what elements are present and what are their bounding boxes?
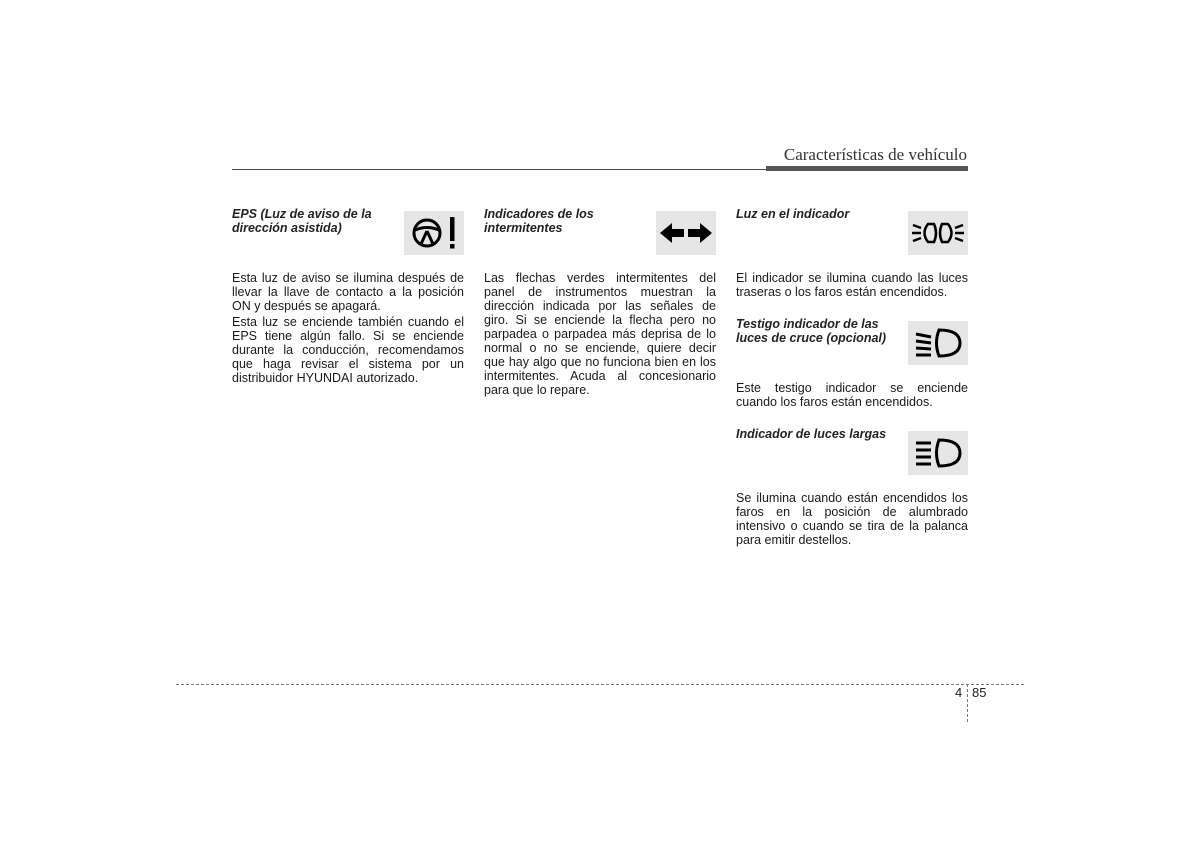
section-header — [736, 207, 968, 253]
section-title: Indicador de luces largas — [736, 427, 887, 441]
section-tail-lamp — [736, 207, 968, 299]
section-header — [736, 317, 968, 363]
paragraph: El indicador se ilumina cuando las luces traseras o los faros están encendidos. — [736, 271, 968, 299]
column-eps — [232, 206, 464, 385]
steering-warning-icon — [404, 211, 464, 255]
section-title: EPS (Luz de aviso de la dirección asistida) — [232, 207, 372, 235]
turn-signal-arrows-icon — [656, 211, 716, 255]
paragraph: Esta luz de aviso se ilumina después de llevar la llave de contacto a la posición ON y después se apagará. — [232, 271, 464, 313]
section-header — [484, 207, 716, 253]
section-low-beam — [736, 317, 968, 409]
header-title: Características de vehículo — [783, 145, 967, 164]
low-beam-icon — [908, 321, 968, 365]
section-header — [232, 207, 464, 253]
footer-dashed-rule — [176, 684, 1024, 685]
paragraph: Se ilumina cuando están encendidos los faros en la posición de alumbrado intensivo o cuando se tira de la palanca para emitir destellos. — [736, 491, 968, 547]
paragraph: Las flechas verdes intermitentes del panel de instrumentos muestran la dirección indicada por las señales de giro. Si se enciende la flecha pero no parpadea o parpadea más deprisa de lo normal o no se enciende, quiere decir que hay algo que no funciona bien en los intermitentes. Acuda al concesionario para que lo repare. — [484, 271, 716, 397]
chapter-number: 4 — [955, 685, 963, 700]
section-title: Testigo indicador de las luces de cruce (opcional) — [736, 317, 887, 345]
section-title: Luz en el indicador — [736, 207, 850, 221]
section-high-beam — [736, 427, 968, 547]
footer-vertical-rule — [967, 684, 968, 722]
header-accent-bar — [766, 166, 968, 171]
paragraph: Esta luz se enciende también cuando el EPS tiene algún fallo. Si se enciende durante la conducción, recomendamos que haga revisar el sistema por un distribuidor HYUNDAI autorizado. — [232, 315, 464, 385]
section-title: Indicadores de los intermitentes — [484, 207, 594, 235]
section-eps — [232, 207, 464, 385]
section-turn-signals — [484, 207, 716, 397]
column-lights — [736, 206, 968, 547]
column-turn-signals — [484, 206, 716, 397]
page-number: 85 — [972, 685, 987, 700]
paragraph: Este testigo indicador se enciende cuando los faros están encendidos. — [736, 381, 968, 409]
high-beam-icon — [908, 431, 968, 475]
section-header — [736, 427, 968, 473]
tail-lamp-icon — [908, 211, 968, 255]
